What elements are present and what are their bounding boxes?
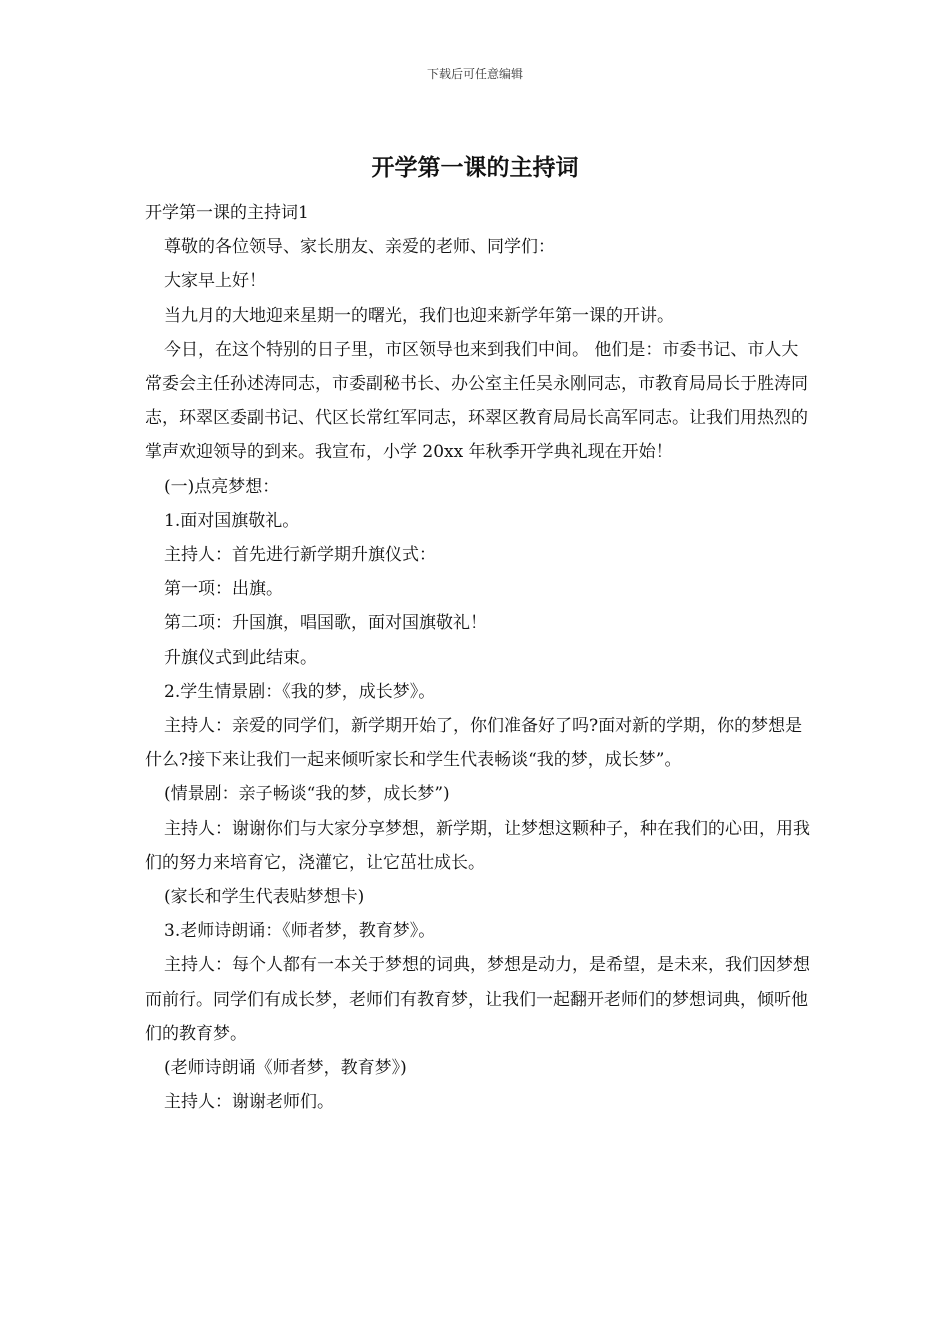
paragraph: 主持人：首先进行新学期升旗仪式：: [164, 545, 436, 566]
paragraph: 开学第一课的主持词1: [145, 203, 309, 223]
paragraph: 1.面对国旗敬礼。: [164, 510, 300, 531]
paragraph: (情景剧：亲子畅谈“我的梦，成长梦”): [164, 784, 450, 805]
paragraph: 主持人：谢谢你们与大家分享梦想，新学期，让梦想这颗种子，种在我们的心田，用我们的努力来培育它，浇灌它，让它茁壮成长。: [145, 818, 810, 873]
paragraph: (一)点亮梦想：: [164, 476, 280, 497]
paragraph: (家长和学生代表贴梦想卡): [164, 887, 365, 908]
paragraph: 2.学生情景剧：《我的梦，成长梦》。: [164, 681, 436, 702]
paragraph: 主持人：谢谢老师们。: [164, 1092, 334, 1113]
paragraph: 主持人：亲爱的同学们，新学期开始了，你们准备好了吗?面对新的学期，你的梦想是什么?接下来让我们一起来倾听家长和学生代表畅谈“我的梦，成长梦”。: [145, 716, 803, 771]
document-title: 开学第一课的主持词: [371, 154, 579, 181]
paragraph: 第二项：升国旗，唱国歌，面对国旗敬礼！: [164, 613, 487, 634]
paragraph: (老师诗朗诵《师者梦，教育梦》): [164, 1058, 407, 1079]
paragraph: 尊敬的各位领导、家长朋友、亲爱的老师、同学们：: [164, 237, 555, 258]
paragraph: 3.老师诗朗诵：《师者梦，教育梦》。: [164, 921, 436, 942]
paragraph: 主持人：每个人都有一本关于梦想的词典，梦想是动力，是希望，是未来，我们因梦想而前行。同学们有成长梦，老师们有教育梦，让我们一起翻开老师们的梦想词典，倾听他们的教育梦。: [145, 955, 810, 1044]
document-body: [145, 196, 810, 1119]
page-header-note: 下载后可任意编辑: [426, 67, 523, 81]
paragraph: 当九月的大地迎来星期一的曙光，我们也迎来新学年第一课的开讲。: [164, 305, 674, 326]
paragraph: 升旗仪式到此结束。: [164, 647, 317, 668]
paragraph: 大家早上好！: [164, 271, 266, 292]
paragraph: 第一项：出旗。: [164, 579, 283, 600]
paragraph: 今日，在这个特别的日子里，市区领导也来到我们中间。 他们是：市委书记、市人大常委会主任孙述涛同志，市委副秘书长、办公室主任吴永刚同志，市教育局局长于胜涛同志，环翠区委副书记、代区长常红军同志，环翠区教育局局长高军同志。让我们用热烈的掌声欢迎领导的到来。我宣布，小学 20xx 年秋季开学典礼现在开始！: [145, 339, 808, 463]
